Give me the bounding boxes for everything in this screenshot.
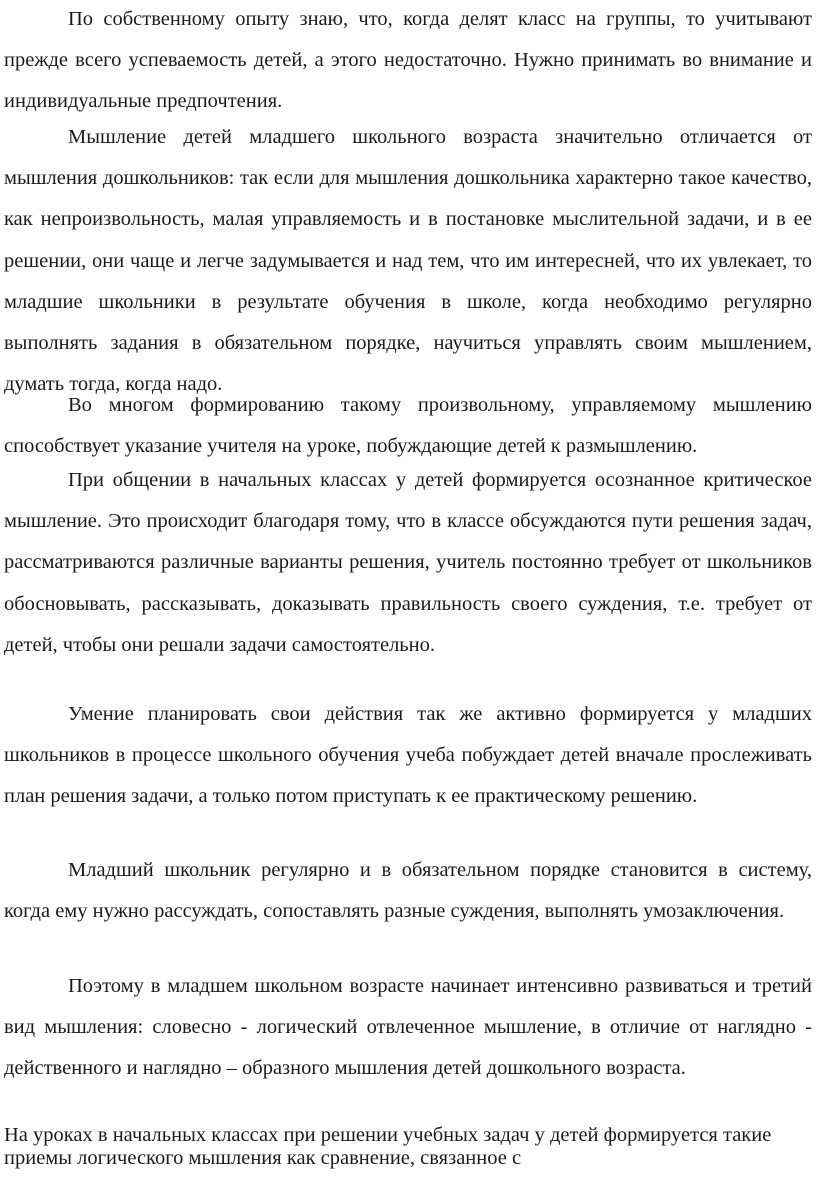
paragraph-6: Младший школьник регулярно и в обязательном порядке становится в систему, когда ему нужно рассуждать, сопоставлять разные суждения, выполнять умозаключения.	[4, 859, 812, 923]
paragraph-3: Во многом формированию такому произвольному, управляемому мышлению способствует указание учителя на уроке, побуждающие детей к размышлению.	[4, 394, 812, 458]
paragraph-7: Поэтому в младшем школьном возрасте начинает интенсивно развиваться и третий вид мышления: словесно - логический отвлеченное мышление, в отличие от наглядно - действенного и наглядно – образного мышления детей дошкольного возраста.	[4, 975, 812, 1080]
paragraph-5: Умение планировать свои действия так же активно формируется у младших школьников в процессе школьного обучения учеба побуждает детей вначале прослеживать план решения задачи, а только потом приступать к ее практическому решению.	[4, 703, 812, 808]
paragraph-4: При общении в начальных классах у детей формируется осознанное критическое мышление. Это происходит благодаря тому, что в классе обсуждаются пути решения задач, рассматриваются различные варианты решения, учитель постоянно требует от школьников обосновывать, рассказывать, доказывать правильность своего суждения, т.е. требует от детей, чтобы они решали задачи самостоятельно.	[4, 469, 812, 656]
paragraph-2: Мышление детей младшего школьного возраста значительно отличается от мышления дошкольников: так если для мышления дошкольника характерно такое качество, как непроизвольность, малая управляемость и в постановке мыслительной задачи, и в ее решении, они чаще и легче задумывается и над тем, что им интересней, что их увлекает, то младшие школьники в результате обучения в школе, когда необходимо регулярно выполнять задания в обязательном порядке, научиться управлять своим мышлением, думать тогда, когда надо.	[4, 126, 812, 396]
paragraph-8: На уроках в начальных классах при решении учебных задач у детей формируется такие приемы логического мышления как сравнение, связанное с	[4, 1124, 772, 1169]
paragraph-1: По собственному опыту знаю, что, когда делят класс на группы, то учитывают прежде всего успеваемость детей, а этого недостаточно. Нужно принимать во внимание и индивидуальные предпочтения.	[4, 8, 812, 113]
